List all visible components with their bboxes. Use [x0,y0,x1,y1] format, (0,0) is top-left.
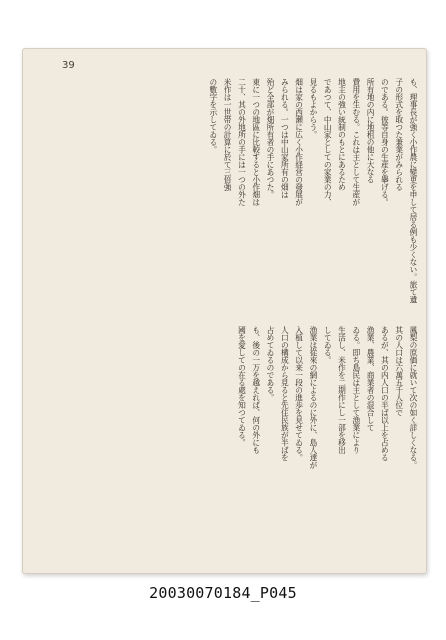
text-column: 漁業は從來の網によるのに外に、島人達が [308,326,318,469]
page-number: 39 [62,60,75,71]
document-page [22,48,427,574]
text-column: 東に一つの地區に比較すると小作畑は [251,78,261,206]
text-column: あるが、其の内人口の半ば以上を占める [380,326,390,461]
text-column: 子の形式を取つた兼業がみられる [394,78,404,191]
text-column: 人口の構成から見ると先住民族が半ばを [280,326,290,461]
text-column: 畑は家の西瀬に広く小作経営の發展が [294,78,304,206]
text-column: 生活し、米作を二期作にし一部を移出 [337,326,347,454]
text-column: 殆ど全部が畑所有者の手にあつた。 [266,78,276,198]
text-column: 漁業、農業、商業者の混合して [366,326,376,431]
text-column: みられる。一つは中山家所有の畑は [280,78,290,198]
image-caption: 20030070184_P045 [149,584,297,602]
text-column: 米作は一世帯の計算に於て三倍強 [223,78,233,191]
text-column: であつて、中山家としての家業の力、 [323,78,333,206]
text-column: 入植して以来一段の進歩を見せてゐる。 [294,326,304,461]
text-column: 見るもよからう。 [308,78,318,138]
text-column: 鳳梨の原価に就いて次の如く詳しくなる。 [409,326,418,469]
lower-text-block [32,326,420,566]
text-column: 占めてゐるのである。 [266,326,276,401]
text-column: してゐる。 [323,326,333,364]
text-column: 地主の強い統制のもとにあるため [337,78,347,191]
text-column: 所有地の内に地租の他に大なる [366,78,376,183]
text-column: 費用を生むる。これは主として生産が [351,78,361,206]
text-column: ゐる。即ち島民は主として漁業により [351,326,361,454]
text-column: 國を愛しての在る處を知つてゐる。 [237,326,247,446]
text-column: も、理事長が強く小作農に變更を申して居る例も少くない。旅て遺 [409,78,418,303]
text-column: も、後の一万を越えれば、何の外にも [251,326,261,454]
text-column: の數字を示してゐる。 [208,78,218,153]
upper-text-block [32,78,420,316]
text-column: のである。彼等自身の生産を擧げる。 [380,78,390,206]
text-column: 其の人口は六萬五千人位で [394,326,404,416]
text-column: 二十、其の外地所の手には一つの外た [237,78,247,206]
